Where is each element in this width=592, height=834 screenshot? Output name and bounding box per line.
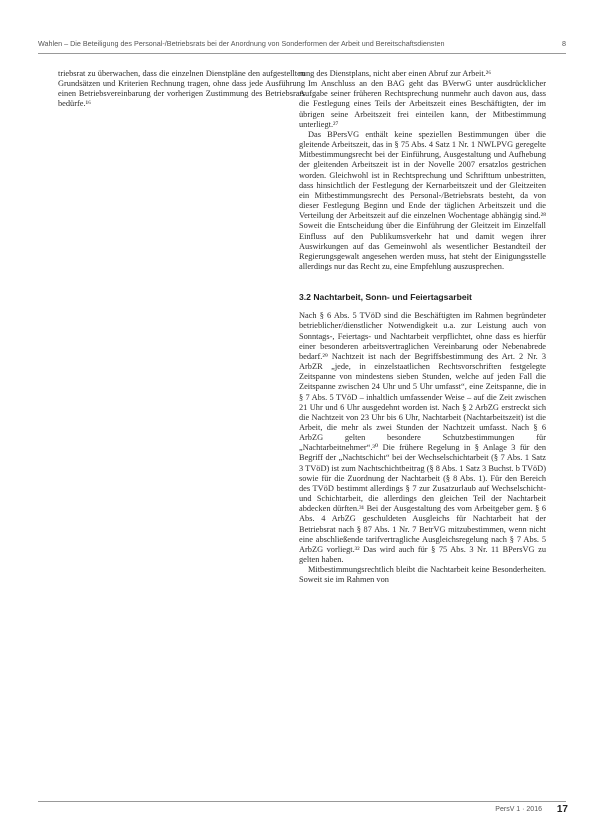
footer-rule (38, 801, 566, 802)
paragraph: Das BPersVG enthält keine speziellen Bestimmungen über die gleitende Arbeitszeit, das in § 75 Abs. 4 Satz 1 Nr. 1 NWLPVG geregelte Mitbestimmungsrecht bei der Einführung, Ausgestaltung und Aufhebung der gleitenden Arbeitszeit ist in der Novelle 2007 ersatzlos gestrichen worden. Gleichwohl ist in Rechtsprechung und Schrifttum unbestritten, dass hinsichtlich der Festlegung der Kernarbeitszeit und der Gleitzeiten ein Mitbestimmungsrecht des Personal-/Betriebsrats besteht, da von dieser Festlegung Beginn und Ende der täglichen Arbeitszeit und die Verteilung der Arbeitszeit auf die einzelnen Wochentage abhängig sind.²⁸ Soweit die Entscheidung über die Einführung der Gleitzeit im Einzelfall Einfluss auf den Publikumsverkehr hat und damit wegen ihrer Auswirkungen auf das Gemeinwohl als wesentlicher Bestandteil der Regierungsgewalt angesehen werden muss, hat steht der Einigungsstelle allerdings nur das Recht zu, eine Empfehlung auszusprechen. (299, 129, 546, 271)
paragraph: Nach § 6 Abs. 5 TVöD sind die Beschäftigten im Rahmen begründeter betrieblicher/dienstlicher Notwendigkeit u.a. zur Leistung auch von Sonntags-, Feiertags- und Nachtarbeit verpflichtet, ohne dass es hierfür einer besonderen arbeitsvertraglichen Vereinbarung oder Nebenabrede bedarf.²⁹ Nachtzeit ist nach der Begriffsbestimmung des Art. 2 Nr. 3 ArbZR „jede, in einzelstaatlichen Rechtsvorschriften festgelegte Zeitspanne von mindestens sieben Stunden, welche auf jeden Fall die Zeitspanne zwischen 24 Uhr und 5 Uhr umfasst“, eine Zeitspanne, die in § 7 Abs. 5 TVöD – inhaltlich umfassender Weise – auf die Zeit zwischen 21 Uhr und 6 Uhr ausgedehnt worden ist. Nach § 2 ArbZG erstreckt sich die Nachtzeit von 23 Uhr bis 6 Uhr, Nachtarbeit (Nachtarbeitszeit) ist die Arbeit, die mehr als zwei Stunden der Nachtzeit umfasst. Nach § 6 ArbZG gelten besondere Schutzbestimmungen für „Nachtarbeitnehmer“.³⁰ Die frühere Regelung in § Anlage 3 für den Begriff der „Nachtschicht“ bei der Wechselschichtarbeit (§ 7 Abs. 1 Satz 3 TVöD) ist zum Nachtschichtbeitrag (§ 8 Abs. 1 Satz 3 Buchst. b TVöD) sowie für die Zuordnung der Nachtarbeit (§ 8 Abs. 1). Für den Bereich des TVöD bestimmt allerdings § 7 zur Zusatzurlaub auf Wechselschicht- und Schichtarbeit, die allerdings den gleichen Teil der Nachtarbeit abdecken dürften.³¹ Bei der Ausgestaltung des vom Arbeitgeber gem. § 6 Abs. 4 ArbZG geschuldeten Ausgleichs für Nachtarbeit hat der Betriebsrat nach § 87 Abs. 1 Nr. 7 BetrVG mitzubestimmen, wenn nicht eine abschließende tarifvertragliche Ausgleichsregelung nach § 7 Abs. 5 ArbZG vorliegt.³² Das wird auch für § 75 Abs. 3 Nr. 11 BPersVG zu gelten haben. (299, 311, 546, 565)
paragraph: rung des Dienstplans, nicht aber einen Abruf zur Arbeit.²⁶ (299, 69, 492, 78)
page-footer (0, 804, 592, 818)
paragraph: Mitbestimmungsrechtlich bleibt die Nachtarbeit keine Besonderheiten. Soweit sie im Rahmen von (299, 565, 546, 585)
page-number: 17 (556, 804, 568, 815)
header-rule (38, 53, 566, 54)
running-title: Wahlen – Die Beteiligung des Personal-/Betriebsrats bei der Anordnung von Sonderformen der Arbeit und Bereitschaftsdiensten (38, 39, 445, 48)
issue-label: PersV 1 · 2016 (495, 806, 542, 813)
running-header (38, 39, 566, 51)
paragraph: Im Anschluss an den BAG geht das BVerwG unter ausdrücklicher Aufgabe seiner früheren Rechtsprechung nunmehr auch davon aus, dass die Festlegung eines Teils der Arbeitszeit eines Beschäftigten, der im übrigen seine Arbeitszeit frei einteilen kann, der Mitbestimmung unterliegt.²⁷ (299, 79, 546, 129)
paragraph: triebsrat zu überwachen, dass die einzelnen Dienstpläne den aufgestellten Grundsätzen und Kriterien Rechnung tragen, ohne dass jede Ausführung einen Betriebsvereinbarung der vorherigen Zustimmung des Betriebsrats bedürfe.¹⁶ (58, 69, 305, 109)
left-column (58, 69, 305, 798)
header-page-number: 8 (562, 39, 566, 48)
section-heading: 3.2 Nachtarbeit, Sonn- und Feiertagsarbeit (299, 292, 472, 303)
right-column (299, 69, 546, 798)
